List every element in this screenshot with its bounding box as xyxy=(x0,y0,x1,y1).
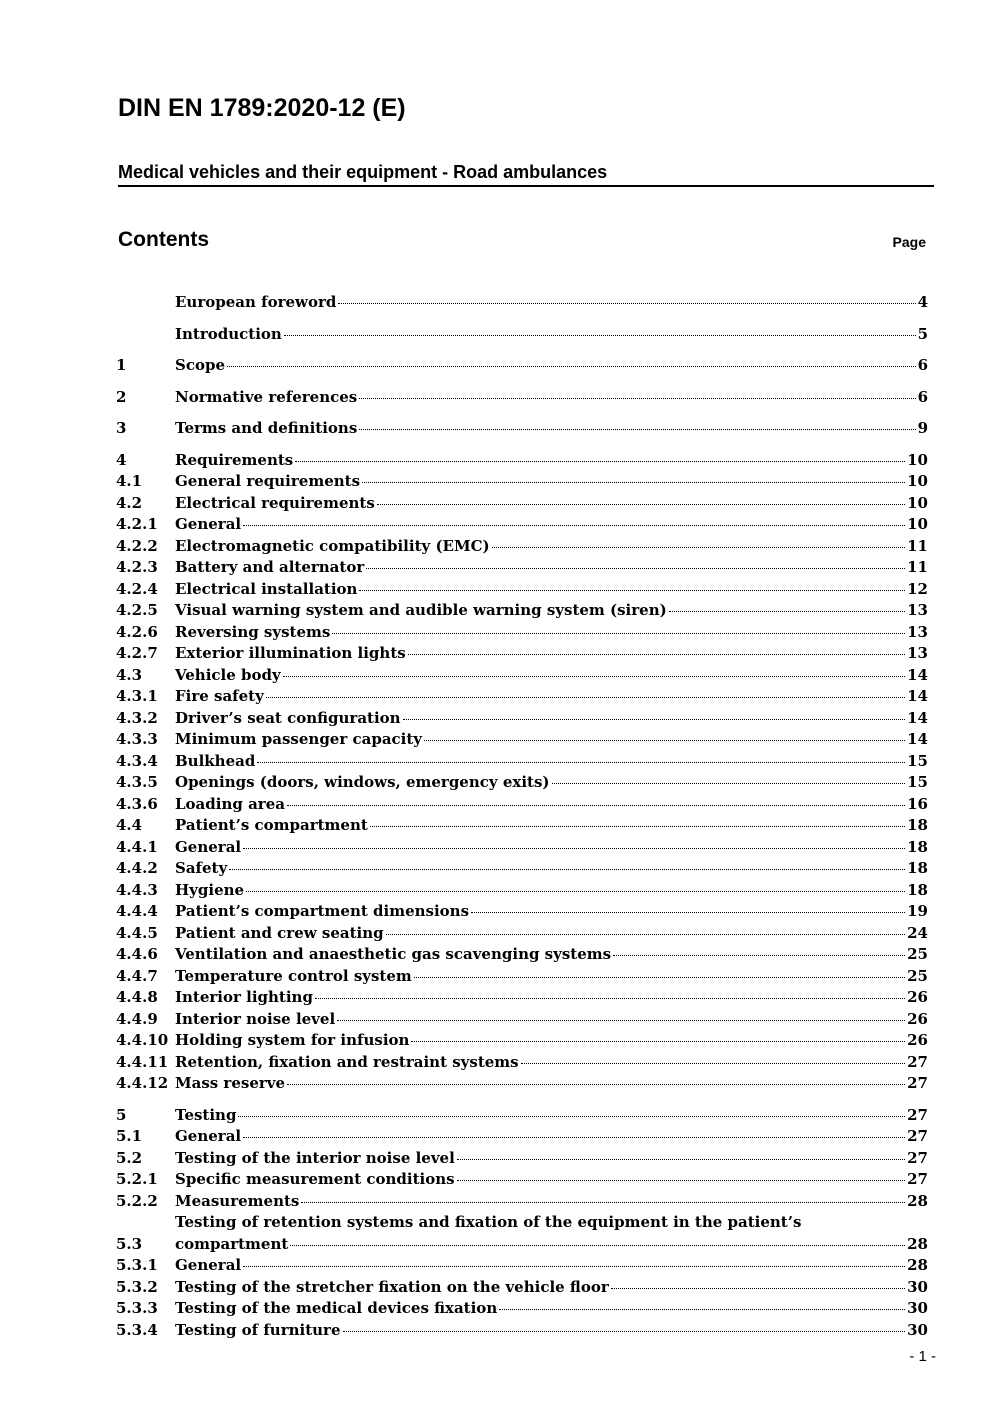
toc-entry-title: Introduction xyxy=(175,324,282,343)
toc-entry-number: 4.4.12 xyxy=(116,1074,169,1092)
toc-entry-page: 24 xyxy=(907,923,928,942)
toc-dot-leader xyxy=(370,826,905,827)
toc-entry-number: 4.2.1 xyxy=(116,515,158,533)
toc-entry[interactable] xyxy=(116,471,928,493)
toc-dot-leader xyxy=(521,1063,906,1064)
toc-entry[interactable] xyxy=(116,729,928,751)
toc-dot-leader xyxy=(332,633,905,634)
toc-entry-title: Interior lighting xyxy=(175,988,313,1006)
toc-dot-leader xyxy=(408,654,905,655)
toc-entry-number: 4.2.3 xyxy=(116,558,158,576)
toc-entry-title: Visual warning system and audible warning system (siren) xyxy=(175,601,667,619)
toc-entry[interactable] xyxy=(116,292,928,314)
toc-dot-leader xyxy=(315,998,905,999)
toc-entry-number: 5.2.1 xyxy=(116,1170,158,1188)
toc-dot-leader xyxy=(287,1084,905,1085)
toc-entry[interactable] xyxy=(116,514,928,536)
toc-dot-leader xyxy=(343,1331,906,1332)
toc-entry-page: 30 xyxy=(907,1320,928,1339)
toc-entry-title: Testing of the medical devices fixation xyxy=(175,1299,498,1317)
toc-entry-title: Testing of the interior noise level xyxy=(175,1148,455,1167)
toc-entry[interactable] xyxy=(116,600,928,622)
toc-entry-number: 4.4.3 xyxy=(116,880,158,899)
toc-entry[interactable] xyxy=(116,1212,928,1255)
toc-entry-title: Electrical installation xyxy=(175,579,358,598)
toc-dot-leader xyxy=(457,1159,905,1160)
toc-entry[interactable] xyxy=(116,643,928,665)
toc-entry-number: 4.4.6 xyxy=(116,945,158,963)
toc-entry-page: 26 xyxy=(907,988,928,1006)
toc-entry-title: Temperature control system xyxy=(175,966,412,985)
toc-entry-title: Requirements xyxy=(175,450,294,469)
toc-entry-title: Hygiene xyxy=(175,880,245,899)
toc-entry-number: 2 xyxy=(116,387,127,406)
toc-entry[interactable] xyxy=(116,1030,928,1052)
toc-entry-number: 5.3.2 xyxy=(116,1277,158,1296)
toc-entry[interactable] xyxy=(116,1277,928,1299)
toc-entry[interactable] xyxy=(116,579,928,601)
toc-entry-page: 14 xyxy=(907,708,928,727)
toc-entry-page: 26 xyxy=(907,1009,928,1028)
toc-dot-leader xyxy=(243,525,905,526)
toc-entry-page: 5 xyxy=(917,324,928,343)
toc-entry[interactable] xyxy=(116,418,928,440)
toc-entry-page: 18 xyxy=(907,837,928,856)
toc-dot-leader xyxy=(295,461,905,462)
toc-entry-title: Vehicle body xyxy=(175,665,281,684)
toc-dot-leader xyxy=(414,977,905,978)
toc-entry[interactable] xyxy=(116,987,928,1009)
toc-entry-page: 11 xyxy=(907,558,928,576)
toc-dot-leader xyxy=(229,869,905,870)
toc-dot-leader xyxy=(499,1309,905,1310)
toc-entry-title: Testing of retention systems and fixation of the equipment in the patient’s xyxy=(175,1213,802,1231)
toc-entry-page: 10 xyxy=(907,515,928,533)
toc-dot-leader xyxy=(337,1020,905,1021)
toc-entry-title: Electrical requirements xyxy=(175,493,375,512)
toc-entry-page: 14 xyxy=(907,687,928,705)
toc-entry-page: 28 xyxy=(907,1234,928,1253)
toc-entry-title: Mass reserve xyxy=(175,1074,286,1092)
toc-entry-page: 6 xyxy=(917,387,928,406)
toc-entry-number: 4.2 xyxy=(116,493,143,512)
toc-entry[interactable] xyxy=(116,324,928,346)
toc-dot-leader xyxy=(243,848,905,849)
toc-entry[interactable] xyxy=(116,880,928,902)
toc-entry-number: 5.2 xyxy=(116,1148,143,1167)
toc-entry-title: Interior noise level xyxy=(175,1009,336,1028)
toc-dot-leader xyxy=(424,740,905,741)
toc-entry-page: 25 xyxy=(907,945,928,963)
toc-entry[interactable] xyxy=(116,1052,928,1074)
toc-entry-number: 4.2.7 xyxy=(116,644,158,662)
toc-dot-leader xyxy=(246,891,905,892)
toc-entry-page: 13 xyxy=(907,644,928,662)
toc-entry-title: Patient’s compartment dimensions xyxy=(175,902,470,920)
toc-entry-page: 11 xyxy=(907,536,928,555)
toc-entry-number: 5.3 xyxy=(116,1234,143,1253)
toc-entry-page: 30 xyxy=(907,1277,928,1296)
toc-dot-leader xyxy=(359,590,905,591)
toc-entry[interactable] xyxy=(116,1009,928,1031)
toc-entry-page: 10 xyxy=(907,493,928,512)
page-number: - 1 - xyxy=(909,1348,936,1365)
toc-entry-title: General xyxy=(175,1256,242,1274)
toc-entry-page: 12 xyxy=(907,579,928,598)
toc-entry-number: 5.3.3 xyxy=(116,1299,158,1317)
toc-dot-leader xyxy=(362,482,905,483)
toc-entry-title: Safety xyxy=(175,859,228,877)
toc-entry-number: 4.4.8 xyxy=(116,988,158,1006)
toc-entry-title: Holding system for infusion xyxy=(175,1031,410,1049)
toc-entry[interactable] xyxy=(116,1148,928,1170)
toc-entry-number: 4.4.1 xyxy=(116,837,158,856)
toc-dot-leader xyxy=(552,783,906,784)
toc-entry-page: 14 xyxy=(907,730,928,748)
toc-entry-title: General xyxy=(175,515,242,533)
toc-entry[interactable] xyxy=(116,858,928,880)
document-title: DIN EN 1789:2020-12 (E) xyxy=(118,94,406,122)
toc-entry[interactable] xyxy=(116,1126,928,1148)
toc-dot-leader xyxy=(338,303,915,304)
toc-dot-leader xyxy=(257,762,905,763)
toc-dot-leader xyxy=(266,697,905,698)
toc-dot-leader xyxy=(669,611,905,612)
toc-entry-title: Openings (doors, windows, emergency exits) xyxy=(175,773,550,791)
toc-entry-page: 18 xyxy=(907,880,928,899)
toc-dot-leader xyxy=(613,955,905,956)
toc-entry-page: 28 xyxy=(907,1191,928,1210)
toc-dot-leader xyxy=(287,805,905,806)
toc-dot-leader xyxy=(611,1288,905,1289)
toc-entry-title: Minimum passenger capacity xyxy=(175,730,423,748)
toc-entry-number: 5.1 xyxy=(116,1127,143,1145)
toc-entry-title: Electromagnetic compatibility (EMC) xyxy=(175,536,490,555)
toc-entry-number: 4.2.6 xyxy=(116,622,158,641)
toc-entry[interactable] xyxy=(116,1298,928,1320)
toc-entry-page: 28 xyxy=(907,1256,928,1274)
toc-entry-title: European foreword xyxy=(175,293,337,311)
toc-entry-number: 3 xyxy=(116,419,127,437)
toc-entry-page: 27 xyxy=(907,1170,928,1188)
toc-entry-title: General xyxy=(175,1127,242,1145)
toc-entry[interactable] xyxy=(116,815,928,837)
toc-entry-number: 4.2.2 xyxy=(116,536,158,555)
toc-entry-page: 19 xyxy=(907,902,928,920)
toc-dot-leader xyxy=(403,719,906,720)
toc-entry-page: 16 xyxy=(907,794,928,813)
toc-entry-number: 4.2.5 xyxy=(116,601,158,619)
toc-entry[interactable] xyxy=(116,708,928,730)
toc-entry[interactable] xyxy=(116,686,928,708)
toc-entry[interactable] xyxy=(116,751,928,773)
toc-entry[interactable] xyxy=(116,665,928,687)
toc-entry-number: 4.3.2 xyxy=(116,708,158,727)
toc-entry-title: Patient’s compartment xyxy=(175,816,368,834)
toc-entry[interactable] xyxy=(116,1320,928,1342)
toc-dot-leader xyxy=(238,1116,905,1117)
toc-entry-number: 4.4.7 xyxy=(116,966,158,985)
toc-entry[interactable] xyxy=(116,794,928,816)
toc-entry-page: 25 xyxy=(907,966,928,985)
toc-entry[interactable] xyxy=(116,923,928,945)
toc-entry-title: General xyxy=(175,837,242,856)
toc-entry-title: Specific measurement conditions xyxy=(175,1170,455,1188)
toc-entry-number: 4.3.3 xyxy=(116,730,158,748)
toc-entry-page: 15 xyxy=(907,751,928,770)
toc-entry-title: Terms and definitions xyxy=(175,419,358,437)
toc-entry[interactable] xyxy=(116,966,928,988)
contents-heading: Contents xyxy=(118,228,209,251)
toc-entry-page: 27 xyxy=(907,1148,928,1167)
toc-dot-leader xyxy=(471,912,905,913)
toc-entry-page: 27 xyxy=(907,1074,928,1092)
toc-entry-number: 5.3.1 xyxy=(116,1256,158,1274)
toc-entry-page: 9 xyxy=(917,419,928,437)
toc-entry[interactable] xyxy=(116,1105,928,1127)
toc-entry-title: General requirements xyxy=(175,472,361,490)
toc-entry-title: Testing xyxy=(175,1105,237,1124)
toc-entry-title: Patient and crew seating xyxy=(175,923,384,942)
toc-dot-leader xyxy=(359,429,915,430)
toc-entry-number: 4.3.1 xyxy=(116,687,158,705)
toc-entry-page: 26 xyxy=(907,1031,928,1049)
toc-entry-number: 4 xyxy=(116,450,127,469)
toc-entry[interactable] xyxy=(116,1073,928,1095)
toc-entry-title: Testing of the stretcher fixation on the vehicle floor xyxy=(175,1277,609,1296)
toc-entry-page: 13 xyxy=(907,601,928,619)
toc-entry[interactable] xyxy=(116,622,928,644)
toc-entry-title: Loading area xyxy=(175,794,285,813)
toc-entry-number: 4.3.4 xyxy=(116,751,158,770)
toc-dot-leader xyxy=(377,504,905,505)
toc-entry-page: 10 xyxy=(907,472,928,490)
toc-entry-number: 5.3.4 xyxy=(116,1320,158,1339)
toc-entry-page: 18 xyxy=(907,816,928,834)
toc-entry-number: 4.4.5 xyxy=(116,923,158,942)
document-subtitle: Medical vehicles and their equipment - Road ambulances xyxy=(118,162,934,187)
toc-entry-title: Battery and alternator xyxy=(175,558,365,576)
toc-entry[interactable] xyxy=(116,1255,928,1277)
toc-entry[interactable] xyxy=(116,1169,928,1191)
toc-entry[interactable] xyxy=(116,536,928,558)
toc-entry-page: 18 xyxy=(907,859,928,877)
toc-dot-leader xyxy=(243,1266,905,1267)
toc-entry-title: Fire safety xyxy=(175,687,264,705)
toc-entry-number: 4.3.6 xyxy=(116,794,158,813)
toc-entry-page: 13 xyxy=(907,622,928,641)
toc-entry[interactable] xyxy=(116,557,928,579)
toc-dot-leader xyxy=(359,398,915,399)
toc-dot-leader xyxy=(290,1245,905,1246)
toc-dot-leader xyxy=(411,1041,905,1042)
toc-dot-leader xyxy=(227,366,916,367)
toc-entry-page: 4 xyxy=(917,293,928,311)
toc-entry[interactable] xyxy=(116,1191,928,1213)
toc-dot-leader xyxy=(457,1180,906,1181)
toc-entry-page: 10 xyxy=(907,450,928,469)
toc-entry-number: 4.4.4 xyxy=(116,902,158,920)
toc-entry-page: 15 xyxy=(907,773,928,791)
toc-entry-number: 4.4.11 xyxy=(116,1052,169,1071)
toc-entry-number: 4.3 xyxy=(116,665,143,684)
toc-dot-leader xyxy=(284,335,916,336)
toc-entry-number: 4.4.2 xyxy=(116,859,158,877)
toc-dot-leader xyxy=(366,568,905,569)
toc-dot-leader xyxy=(301,1202,905,1203)
table-of-contents xyxy=(116,292,928,1341)
toc-entry[interactable] xyxy=(116,355,928,377)
toc-entry[interactable] xyxy=(116,493,928,515)
toc-entry[interactable] xyxy=(116,944,928,966)
page-column-heading: Page xyxy=(892,234,926,250)
toc-entry-number: 4.1 xyxy=(116,472,143,490)
toc-dot-leader xyxy=(243,1137,905,1138)
toc-dot-leader xyxy=(492,547,906,548)
toc-entry-number: 4.4.10 xyxy=(116,1031,169,1049)
toc-entry-title: Driver’s seat configuration xyxy=(175,708,401,727)
toc-entry-title: Reversing systems xyxy=(175,622,331,641)
toc-entry-number: 5.2.2 xyxy=(116,1191,158,1210)
toc-entry-page: 6 xyxy=(917,356,928,374)
toc-entry-number: 4.4 xyxy=(116,816,143,834)
toc-entry-title: Exterior illumination lights xyxy=(175,644,406,662)
toc-entry-number: 1 xyxy=(116,356,127,374)
toc-entry-title: Ventilation and anaesthetic gas scavenging systems xyxy=(175,945,612,963)
toc-entry-number: 4.4.9 xyxy=(116,1009,158,1028)
toc-entry-title: Measurements xyxy=(175,1191,300,1210)
toc-entry-title: Bulkhead xyxy=(175,751,256,770)
toc-entry-page: 30 xyxy=(907,1299,928,1317)
toc-entry-page: 14 xyxy=(907,665,928,684)
toc-entry[interactable] xyxy=(116,387,928,409)
toc-entry-page: 27 xyxy=(907,1105,928,1124)
toc-entry-title: Testing of furniture xyxy=(175,1320,341,1339)
toc-entry-number: 5 xyxy=(116,1105,127,1124)
toc-entry-title: Retention, fixation and restraint systems xyxy=(175,1052,519,1071)
toc-entry[interactable] xyxy=(116,901,928,923)
toc-entry-number: 4.3.5 xyxy=(116,773,158,791)
toc-dot-leader xyxy=(386,934,906,935)
toc-dot-leader xyxy=(283,676,905,677)
toc-entry-number: 4.2.4 xyxy=(116,579,158,598)
toc-entry[interactable] xyxy=(116,450,928,472)
toc-entry-page: 27 xyxy=(907,1127,928,1145)
toc-entry-title: Scope xyxy=(175,356,226,374)
toc-entry[interactable] xyxy=(116,837,928,859)
toc-entry[interactable] xyxy=(116,772,928,794)
toc-entry-page: 27 xyxy=(907,1052,928,1071)
toc-entry-title-continued: compartment xyxy=(175,1234,289,1253)
toc-entry-title: Normative references xyxy=(175,387,358,406)
